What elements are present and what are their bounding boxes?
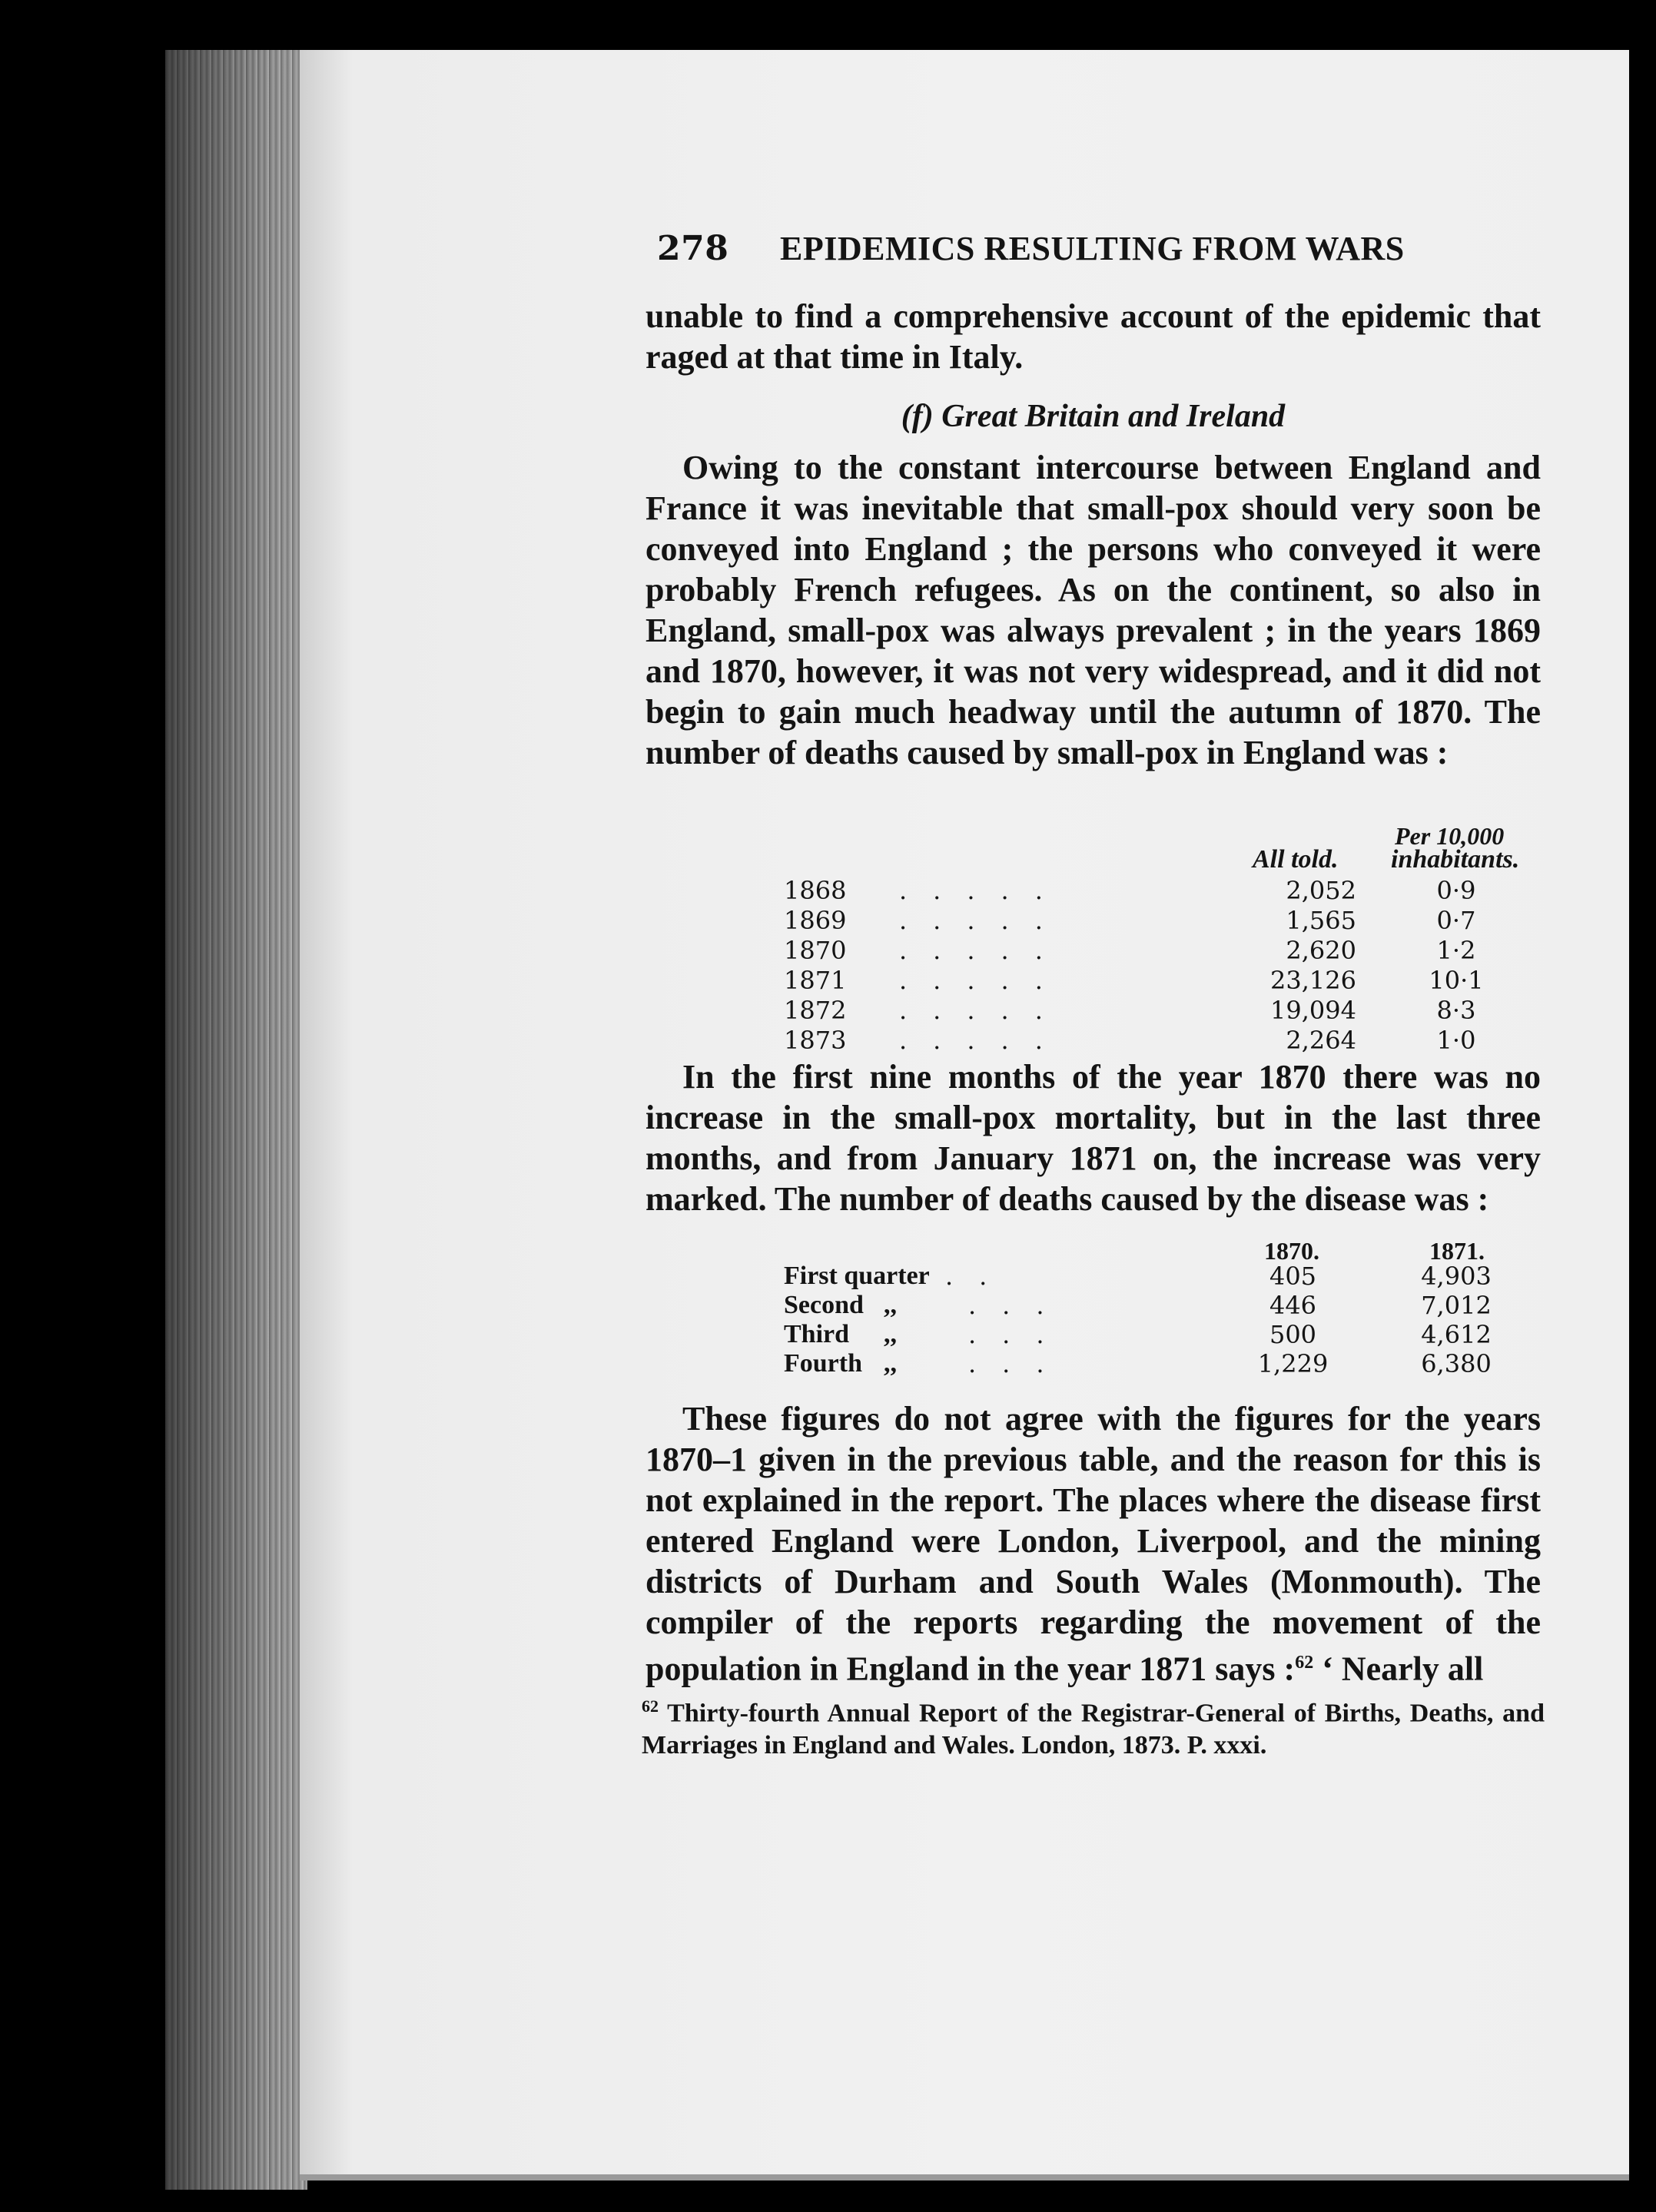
paragraph-text: In the first nine months of the year 1870 there was no increase in the small-pox mortality, but in the last three months, and from January 1871 on, the increase was very marked. The number of deaths caused by the disease was :	[645, 1058, 1541, 1218]
column-header-per-line1: Per 10,000	[1395, 822, 1505, 850]
paragraph-text: unable to find a comprehensive account of the epidemic that raged at that time in Italy.	[645, 297, 1541, 376]
all-told-cell: 2,264	[1286, 1026, 1356, 1055]
paragraph-first-nine-months	[645, 1056, 1541, 1219]
all-told-cell: 1,565	[1286, 906, 1356, 935]
per-10000-cell: 1·0	[1436, 1026, 1476, 1055]
column-header-1871: 1871.	[1429, 1237, 1485, 1265]
column-header-1870: 1870.	[1264, 1237, 1319, 1265]
ditto-mark: ,,	[884, 1291, 897, 1319]
ditto-mark: ,,	[884, 1320, 897, 1348]
quarter-label: Third	[784, 1320, 850, 1348]
year-cell: 1869	[784, 906, 847, 935]
page-number: 278	[657, 229, 729, 268]
paragraph-text: Owing to the constant intercourse between England and France it was inevitable that small-pox should very soon be conveyed into England ; the persons who conveyed it were probably French refugees. As on the continent, so also in England, small-pox was always prevalent ; in the years 1869 and 1870, however, it was not very widespread, and it did not begin to gain much headway until the autumn of 1870. The number of deaths caused by small-pox in England was :	[645, 449, 1541, 771]
per-10000-cell: 0·9	[1436, 876, 1476, 905]
value-1871-cell: 6,380	[1421, 1349, 1492, 1378]
leader-dots: .....	[899, 966, 1069, 995]
value-1870-cell: 405	[1269, 1262, 1317, 1291]
value-1870-cell: 446	[1269, 1291, 1317, 1320]
all-told-cell: 2,052	[1286, 876, 1356, 905]
value-1870-cell: 1,229	[1257, 1349, 1329, 1378]
leader-dots: ...	[968, 1349, 1070, 1378]
paragraph-text-main: These figures do not agree with the figures for the years 1870–1 given in the previous table, and the reason for this is not explained in the report. The places where the disease first entered England were London, Liverpool, and the mining districts of Durham and South Wales (Monmouth). The compiler of the reports regarding the movement of the population in England in the year 1871 says :	[645, 1400, 1541, 1688]
per-10000-cell: 1·2	[1436, 936, 1476, 965]
quarter-label: First quarter	[784, 1262, 930, 1290]
paragraph-text-tail: ‘ Nearly all	[1313, 1650, 1484, 1688]
footnote-text	[642, 1690, 1545, 1762]
footnote-reference: 62	[1295, 1653, 1314, 1673]
all-told-cell: 2,620	[1286, 936, 1356, 965]
leader-dots: ..	[945, 1262, 1014, 1291]
year-cell: 1871	[784, 966, 847, 995]
value-1870-cell: 500	[1269, 1320, 1317, 1349]
paragraph-continuation	[645, 296, 1541, 377]
deaths-by-year-table	[784, 822, 1520, 1055]
footnote	[642, 1690, 1545, 1762]
book-page-edges	[165, 50, 307, 2190]
running-title: EPIDEMICS RESULTING FROM WARS	[780, 230, 1405, 267]
year-cell: 1870	[784, 936, 847, 965]
footnote-number: 62	[642, 1696, 659, 1716]
all-told-cell: 19,094	[1270, 996, 1356, 1025]
column-header-all-told: All told.	[1253, 845, 1339, 874]
leader-dots: .....	[899, 996, 1069, 1025]
leader-dots: .....	[899, 936, 1069, 965]
column-header-per-line2: inhabitants.	[1391, 845, 1520, 874]
per-10000-cell: 10·1	[1429, 966, 1484, 995]
paragraph-owing	[645, 447, 1541, 773]
leader-dots: ...	[968, 1320, 1070, 1349]
quarter-label: Fourth	[784, 1349, 862, 1378]
leader-dots: .....	[899, 876, 1069, 905]
per-10000-cell: 0·7	[1436, 906, 1476, 935]
paragraph-these-figures	[645, 1398, 1541, 1690]
paragraph-text	[645, 1398, 1541, 1690]
leader-dots: .....	[899, 1026, 1069, 1055]
year-cell: 1873	[784, 1026, 847, 1055]
value-1871-cell: 4,612	[1421, 1320, 1492, 1349]
leader-dots: ...	[968, 1291, 1070, 1320]
footnote-body: Thirty-fourth Annual Report of the Registrar-General of Births, Deaths, and Marriages in England and Wales. London, 1873. P. xxxi.	[642, 1699, 1545, 1760]
value-1871-cell: 7,012	[1421, 1291, 1492, 1320]
value-1871-cell: 4,903	[1421, 1262, 1492, 1291]
year-cell: 1868	[784, 876, 847, 905]
ditto-mark: ,,	[884, 1349, 897, 1378]
section-heading: (f) Great Britain and Ireland	[901, 399, 1286, 434]
leader-dots: .....	[899, 906, 1069, 935]
year-cell: 1872	[784, 996, 847, 1025]
quarter-label: Second	[784, 1291, 864, 1319]
deaths-by-quarter-table	[784, 1237, 1514, 1391]
page-content	[350, 223, 1552, 1760]
running-head	[350, 223, 1552, 269]
per-10000-cell: 8·3	[1436, 996, 1476, 1025]
all-told-cell: 23,126	[1270, 966, 1356, 995]
